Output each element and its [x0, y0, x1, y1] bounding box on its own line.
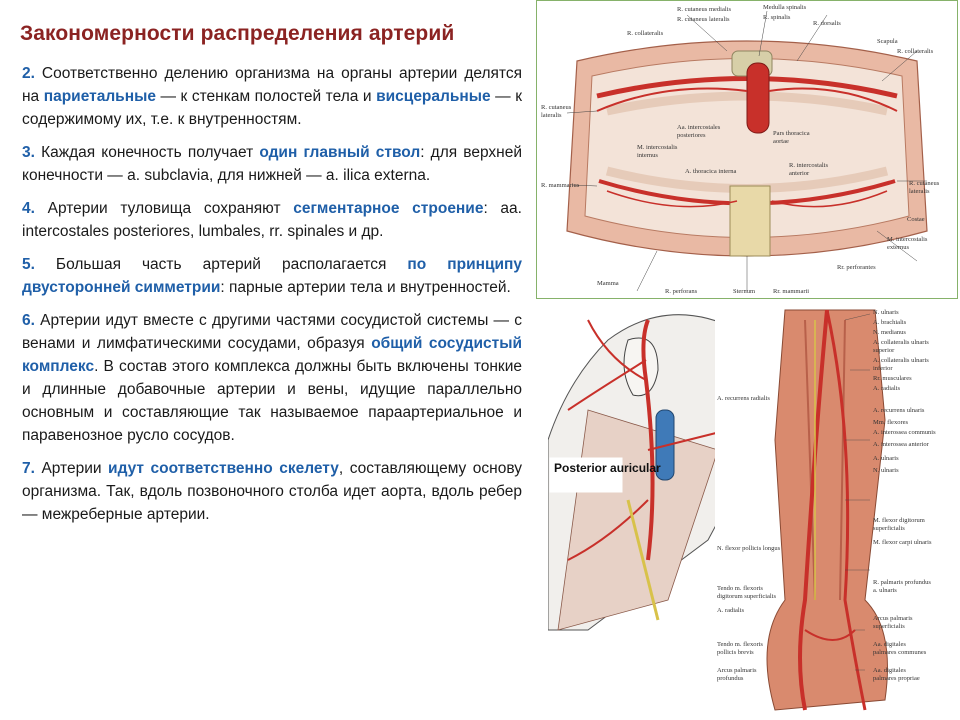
- svg-text:R. palmaris profundus: R. palmaris profundus: [873, 579, 931, 586]
- paragraph-text: : парные артерии тела и внутренностей.: [220, 279, 511, 296]
- svg-text:R. cutaneus: R. cutaneus: [541, 104, 572, 111]
- svg-text:A. recurrens ulnaris: A. recurrens ulnaris: [873, 407, 925, 414]
- svg-text:A. ulnaris: A. ulnaris: [873, 455, 899, 462]
- svg-text:M. intercostalis: M. intercostalis: [887, 236, 928, 243]
- paragraph-text: : для верхней конечности — a. subclavia, для нижней — a. ilica externa.: [22, 144, 523, 184]
- paragraph-5: [22, 253, 522, 299]
- svg-text:N. ulnaris: N. ulnaris: [873, 309, 899, 316]
- svg-text:R. dorsalis: R. dorsalis: [813, 20, 841, 27]
- paragraph-number: 7.: [22, 460, 35, 477]
- svg-text:lateralis: lateralis: [909, 188, 930, 195]
- paragraph-text: Артерии: [34, 460, 109, 477]
- highlight-term: один главный ствол: [259, 144, 421, 161]
- svg-text:Mamma: Mamma: [597, 280, 619, 287]
- paragraph-2: [22, 62, 522, 131]
- svg-text:posteriores: posteriores: [677, 132, 706, 139]
- svg-text:N. flexor pollicis longus: N. flexor pollicis longus: [717, 545, 781, 552]
- svg-text:Sternum: Sternum: [733, 288, 756, 295]
- highlight-term: висцеральные: [376, 88, 491, 105]
- paragraph-text: Соответственно делению организма на органы артерии делятся на: [22, 65, 522, 105]
- svg-text:M. flexor digitorum: M. flexor digitorum: [873, 517, 925, 524]
- svg-text:internus: internus: [637, 152, 658, 159]
- svg-text:A. interossea anterior: A. interossea anterior: [873, 441, 929, 448]
- thorax-illustration: [537, 1, 956, 297]
- text-column: [22, 62, 522, 536]
- svg-text:aortae: aortae: [773, 138, 789, 145]
- svg-text:R. spinalis: R. spinalis: [763, 14, 791, 21]
- svg-text:profundus: profundus: [717, 675, 744, 682]
- paragraph-text: Большая часть артерий располагается: [34, 256, 408, 273]
- paragraph-number: 6.: [22, 312, 35, 329]
- paragraph-text: Артерии идут вместе с другими частями сосудистой системы — с венами и лимфатическими сосудами, образуя: [22, 312, 522, 352]
- svg-text:A. radialis: A. radialis: [873, 385, 901, 392]
- paragraph-text: — к стенкам полостей тела и: [155, 88, 377, 105]
- paragraph-text: Артерии туловища сохраняют: [34, 200, 294, 217]
- svg-text:A. collateralis ulnaris: A. collateralis ulnaris: [873, 339, 929, 346]
- svg-text:R. intercostalis: R. intercostalis: [789, 162, 828, 169]
- svg-text:R. cutaneus medialis: R. cutaneus medialis: [677, 6, 731, 13]
- thorax-cross-section-figure: [536, 0, 958, 299]
- svg-text:Pars thoracica: Pars thoracica: [773, 130, 810, 137]
- svg-text:Rr. musculares: Rr. musculares: [873, 375, 912, 382]
- svg-text:R. perforans: R. perforans: [665, 288, 698, 295]
- svg-text:A. radialis: A. radialis: [717, 607, 745, 614]
- svg-text:A. collateralis ulnaris: A. collateralis ulnaris: [873, 357, 929, 364]
- svg-text:superior: superior: [873, 347, 895, 354]
- paragraph-6: [22, 309, 522, 447]
- paragraph-7: [22, 457, 522, 526]
- paragraph-number: 5.: [22, 256, 35, 273]
- svg-text:M. intercostalis: M. intercostalis: [637, 144, 678, 151]
- paragraph-number: 2.: [22, 65, 35, 82]
- svg-text:Aa. intercostales: Aa. intercostales: [677, 124, 721, 131]
- svg-text:R. cutaneus: R. cutaneus: [909, 180, 940, 187]
- svg-text:inferior: inferior: [873, 365, 893, 372]
- svg-text:Tendo m. flexoris: Tendo m. flexoris: [717, 585, 763, 592]
- highlight-term: по принципу двусторонней симметрии: [22, 256, 522, 296]
- svg-text:Costae: Costae: [907, 216, 925, 223]
- svg-text:R. mammarius: R. mammarius: [541, 182, 580, 189]
- svg-text:lateralis: lateralis: [541, 112, 562, 119]
- svg-text:palmares propriae: palmares propriae: [873, 675, 920, 682]
- svg-text:Aa. digitales: Aa. digitales: [873, 667, 906, 674]
- highlight-term: сегментарное строение: [293, 200, 484, 217]
- paragraph-text: — к содержимому их, т.е. к внутренностям.: [22, 88, 522, 128]
- paragraph-text: . В состав этого комплекса должны быть включены тонкие и длинные добавочные артерии и вены, идущие параллельно основным и составляющие так называемое параартериальное и паравенозное русло сосудов.: [22, 358, 522, 444]
- svg-text:A. thoracica interna: A. thoracica interna: [685, 168, 737, 175]
- svg-text:digitorum superficialis: digitorum superficialis: [717, 593, 777, 600]
- slide-title: Закономерности распределения артерий: [20, 22, 455, 45]
- posterior-auricular-label: Posterior auricular: [554, 461, 661, 475]
- svg-text:superficialis: superficialis: [873, 525, 905, 532]
- svg-text:A. brachialis: A. brachialis: [873, 319, 907, 326]
- forearm-illustration: [715, 300, 955, 720]
- svg-text:Tendo m. flexoris: Tendo m. flexoris: [717, 641, 763, 648]
- svg-text:Scapula: Scapula: [877, 38, 898, 45]
- svg-text:pollicis brevis: pollicis brevis: [717, 649, 754, 656]
- paragraph-text: : aa. intercostales posteriores, lumbales, rr. spinales и др.: [22, 200, 522, 240]
- svg-text:R. collateralis: R. collateralis: [627, 30, 664, 37]
- svg-text:Mm. flexores: Mm. flexores: [873, 419, 909, 426]
- svg-text:Rr. perforantes: Rr. perforantes: [837, 264, 876, 271]
- svg-text:A. interossea communis: A. interossea communis: [873, 429, 936, 436]
- svg-text:Rr. mammarii: Rr. mammarii: [773, 288, 810, 295]
- svg-text:N. ulnaris: N. ulnaris: [873, 467, 899, 474]
- forearm-arteries-figure: [715, 300, 955, 720]
- svg-text:Arcus palmaris: Arcus palmaris: [717, 667, 757, 674]
- paragraph-text: , составляющему основу организма. Так, вдоль позвоночного столба идет аорта, вдоль ребер — межреберные артерии.: [22, 460, 522, 523]
- paragraph-text: Каждая конечность получает: [34, 144, 260, 161]
- svg-text:A. recurrens radialis: A. recurrens radialis: [717, 395, 770, 402]
- paragraph-3: [22, 141, 522, 187]
- svg-text:a. ulnaris: a. ulnaris: [873, 587, 897, 594]
- paragraph-number: 4.: [22, 200, 35, 217]
- svg-text:R. collateralis: R. collateralis: [897, 48, 934, 55]
- svg-text:Medulla spinalis: Medulla spinalis: [763, 4, 807, 11]
- highlight-term: идут соответственно скелету: [108, 460, 339, 477]
- svg-text:anterior: anterior: [789, 170, 810, 177]
- svg-text:R. cutaneus lateralis: R. cutaneus lateralis: [677, 16, 730, 23]
- paragraph-4: [22, 197, 522, 243]
- svg-text:superficialis: superficialis: [873, 623, 905, 630]
- paragraph-number: 3.: [22, 144, 35, 161]
- highlight-term: париетальные: [43, 88, 156, 105]
- highlight-term: общий сосудистый комплекс: [22, 335, 522, 375]
- svg-text:Arcus palmaris: Arcus palmaris: [873, 615, 913, 622]
- svg-text:Aa. digitales: Aa. digitales: [873, 641, 906, 648]
- svg-text:N. medianus: N. medianus: [873, 329, 906, 336]
- svg-text:palmares communes: palmares communes: [873, 649, 927, 656]
- svg-text:M. flexor carpi ulnaris: M. flexor carpi ulnaris: [873, 539, 932, 546]
- svg-text:externus: externus: [887, 244, 910, 251]
